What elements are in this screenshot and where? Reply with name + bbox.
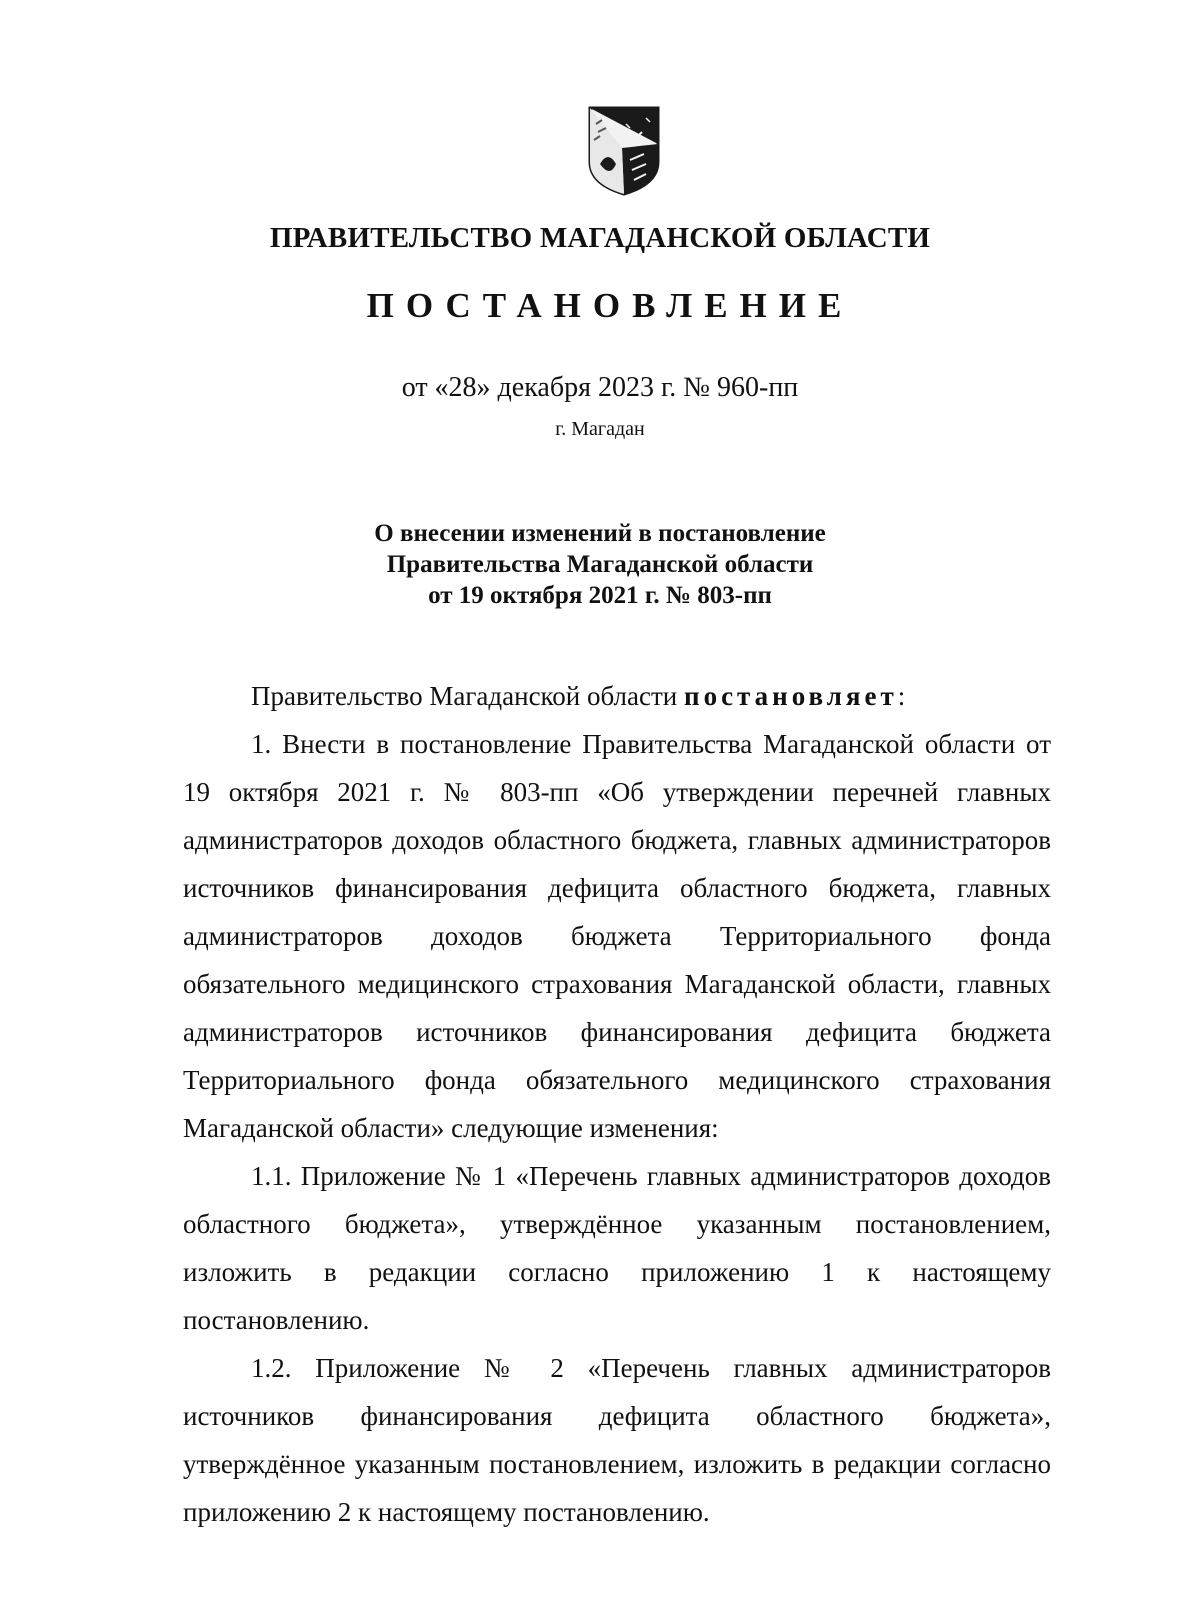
government-title: ПРАВИТЕЛЬСТВО МАГАДАНСКОЙ ОБЛАСТИ: [269, 222, 931, 254]
document-city: г. Магадан: [555, 418, 645, 440]
paragraph-1-1: 1.1. Приложение № 1 «Перечень главных администраторов доходов областного бюджета», утверждённое указанным постановлением, изложить в редакции согласно приложению 1 к настоящему постановлению.: [183, 1161, 1051, 1335]
document-body: [183, 672, 1051, 1536]
preamble-paragraph: [183, 672, 1051, 720]
document-type: ПОСТАНОВЛЕНИЕ: [366, 286, 854, 325]
preamble-text: Правительство Магаданской области: [251, 681, 685, 711]
subject-line: О внесении изменений в постановление: [374, 520, 826, 547]
preamble-emphasis: постановляет: [684, 681, 898, 711]
paragraph-1: 1. Внести в постановление Правительства Магаданской области от 19 октября 2021 г. № 803-пп «Об утверждении перечней главных администраторов доходов областного бюджета, главных администраторов источников финансирования дефицита областного бюджета, главных администраторов доходов бюджета Территориального фонда обязательного медицинского страхования Магаданской области, главных администраторов источников финансирования дефицита бюджета Территориального фонда обязательного медицинского страхования Магаданской области» следующие изменения:: [183, 729, 1051, 1143]
subject-line: Правительства Магаданской области: [386, 551, 814, 578]
paragraph-1-2: 1.2. Приложение № 2 «Перечень главных администраторов источников финансирования дефицита областного бюджета», утверждённое указанным постановлением, изложить в редакции согласно приложению 2 к настоящему постановлению.: [183, 1353, 1051, 1527]
document-date-number: от «28» декабря 2023 г. № 960-пп: [401, 372, 799, 403]
preamble-colon: :: [897, 681, 906, 711]
subject-line: от 19 октября 2021 г. № 803-пп: [428, 582, 772, 609]
coat-of-arms-icon: [586, 104, 662, 198]
document-subject: [0, 518, 1200, 611]
